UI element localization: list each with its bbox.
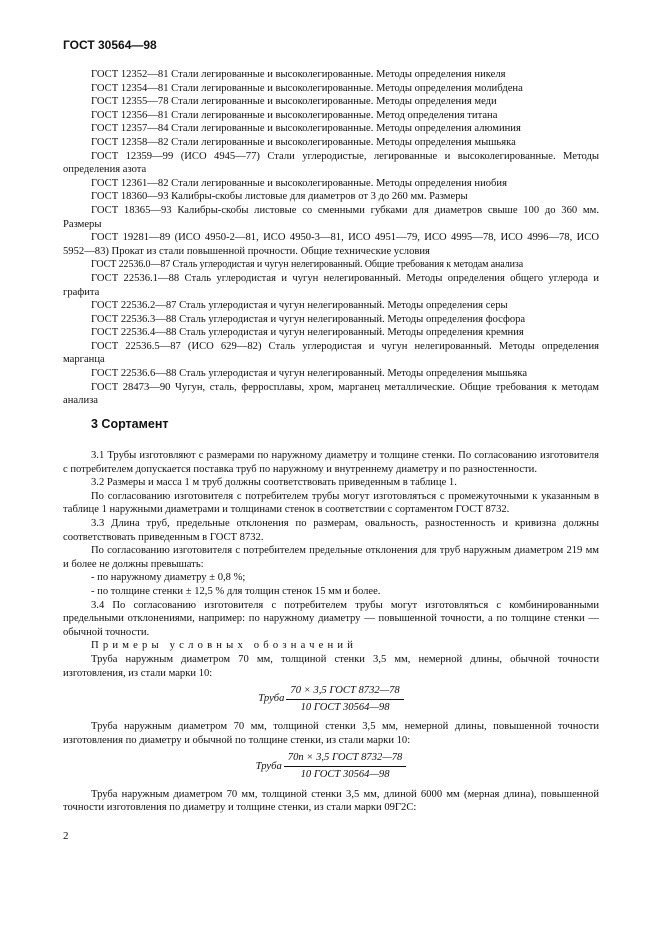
reference-item: ГОСТ 22536.3—88 Сталь углеродистая и чугун нелегированный. Методы определения фосфора (91, 313, 526, 325)
section-body (63, 449, 599, 815)
reference-item: ГОСТ 22536.4—88 Сталь углеродистая и чугун нелегированный. Методы определения кремния (91, 327, 524, 339)
reference-item: ГОСТ 22536.6—88 Сталь углеродистая и чугун нелегированный. Методы определения мышьяка (91, 368, 528, 380)
paragraph: Труба наружным диаметром 70 мм, толщиной стенки 3,5 мм, немерной длины, обычной точности изготовления, из стали марки 10: (63, 653, 599, 679)
formula-fraction (286, 684, 403, 714)
reference-item: ГОСТ 22536.1—88 Сталь углеродистая и чугун нелегированный. Методы определения общего углерода и графита (63, 272, 599, 298)
paragraph: По согласованию изготовителя с потребителем предельные отклонения для труб наружным диаметром 219 мм и более не должны превышать: (63, 545, 599, 570)
section-title: 3 Сортамент (91, 417, 169, 431)
paragraph: 3.2 Размеры и масса 1 м труб должны соответствовать приведенным в таблице 1. (91, 477, 457, 489)
list-item: - по толщине стенки ± 12,5 % для толщин стенок 15 мм и более. (91, 585, 381, 597)
formula-denominator: 10 ГОСТ 30564—98 (300, 769, 390, 781)
reference-item: ГОСТ 22536.0—87 Сталь углеродистая и чугун нелегированный. Общие требования к методам анализа (91, 259, 524, 271)
reference-item: ГОСТ 12354—81 Стали легированные и высоколегированные. Методы определения молибдена (91, 82, 523, 94)
formula-numerator: 70п × 3,5 ГОСТ 8732—78 (284, 751, 407, 767)
reference-item: ГОСТ 12361—82 Стали легированные и высоколегированные. Методы определения ниобия (91, 177, 507, 189)
paragraph: Труба наружным диаметром 70 мм, толщиной стенки 3,5 мм, длиной 6000 мм (мерная длина), повышенной точности изготовления по диаметру и толщине стенки, из стали марки 09Г2С: (63, 788, 599, 814)
list-item: - по наружному диаметру ± 0,8 %; (91, 572, 246, 584)
paragraph: 3.1 Трубы изготовляют с размерами по наружному диаметру и толщине стенки. По согласованию изготовителя с потребителем допускается поставка труб по наружному и внутреннему диаметру и по разностенности. (63, 450, 599, 475)
reference-item: ГОСТ 12357—84 Стали легированные и высоколегированные. Методы определения алюминия (91, 123, 521, 135)
formula-lead: Труба (258, 693, 285, 705)
reference-item: ГОСТ 12355—78 Стали легированные и высоколегированные. Методы определения меди (91, 96, 497, 108)
reference-item: ГОСТ 22536.2—87 Сталь углеродистая и чугун нелегированный. Методы определения серы (91, 300, 508, 312)
formula-numerator: 70 × 3,5 ГОСТ 8732—78 (286, 684, 403, 700)
designation-formula (63, 684, 599, 714)
paragraph: 3.3 Длина труб, предельные отклонения по размерам, овальность, разностенность и кривизна должны соответствовать приведенным в ГОСТ 8732. (63, 517, 599, 543)
formula-denominator: 10 ГОСТ 30564—98 (300, 701, 390, 713)
document-header: ГОСТ 30564—98 (63, 38, 157, 52)
formula-fraction (284, 751, 407, 781)
reference-item: ГОСТ 28473—90 Чугун, сталь, ферросплавы, хром, марганец металлические. Общие требования к методам анализа (63, 381, 599, 407)
page-number: 2 (63, 830, 69, 842)
reference-item: ГОСТ 22536.5—87 (ИСО 629—82) Сталь углеродистая и чугун нелегированный. Методы определения марганца (63, 340, 599, 366)
reference-item: ГОСТ 18360—93 Калибры-скобы листовые для диаметров от 3 до 260 мм. Размеры (91, 191, 468, 203)
designation-formula (63, 751, 599, 781)
reference-item: ГОСТ 18365—93 Калибры-скобы листовые со сменными губками для диаметров свыше 100 до 360 мм. Размеры (63, 204, 599, 230)
paragraph: 3.4 По согласованию изготовителя с потребителем трубы могут изготовляться с комбинированными предельными отклонениями, например: по наружному диаметру — повышенной точности, а по толщине стенки — обычной точности. (63, 599, 599, 638)
reference-item: ГОСТ 12356—81 Стали легированные и высоколегированные. Метод определения титана (91, 109, 498, 121)
examples-heading: Примеры условных обозначений (91, 640, 358, 652)
reference-item: ГОСТ 12359—99 (ИСО 4945—77) Стали углеродистые, легированные и высоколегированные. Методы определения азота (63, 150, 599, 176)
paragraph: Труба наружным диаметром 70 мм, толщиной стенки 3,5 мм, немерной длины, повышенной точности изготовления по диаметру и обычной по толщине стенки, из стали марки 10: (63, 721, 599, 746)
reference-item: ГОСТ 12358—82 Стали легированные и высоколегированные. Методы определения мышьяка (91, 136, 516, 148)
reference-item: ГОСТ 19281—89 (ИСО 4950-2—81, ИСО 4950-3—81, ИСО 4951—79, ИСО 4995—78, ИСО 4996—78, ИСО 5952—83) Прокат из стали повышенной прочности. Общие технические условия (63, 232, 599, 257)
formula-lead: Труба (255, 760, 282, 772)
paragraph: По согласованию изготовителя с потребителем трубы могут изготовляться с промежуточными к указанным в таблице 1 наружными диаметрами и толщинами стенок в соответствии с сортаментом ГОСТ 8732. (63, 490, 599, 516)
reference-item: ГОСТ 12352—81 Стали легированные и высоколегированные. Методы определения никеля (91, 69, 506, 80)
normative-references (63, 68, 599, 408)
